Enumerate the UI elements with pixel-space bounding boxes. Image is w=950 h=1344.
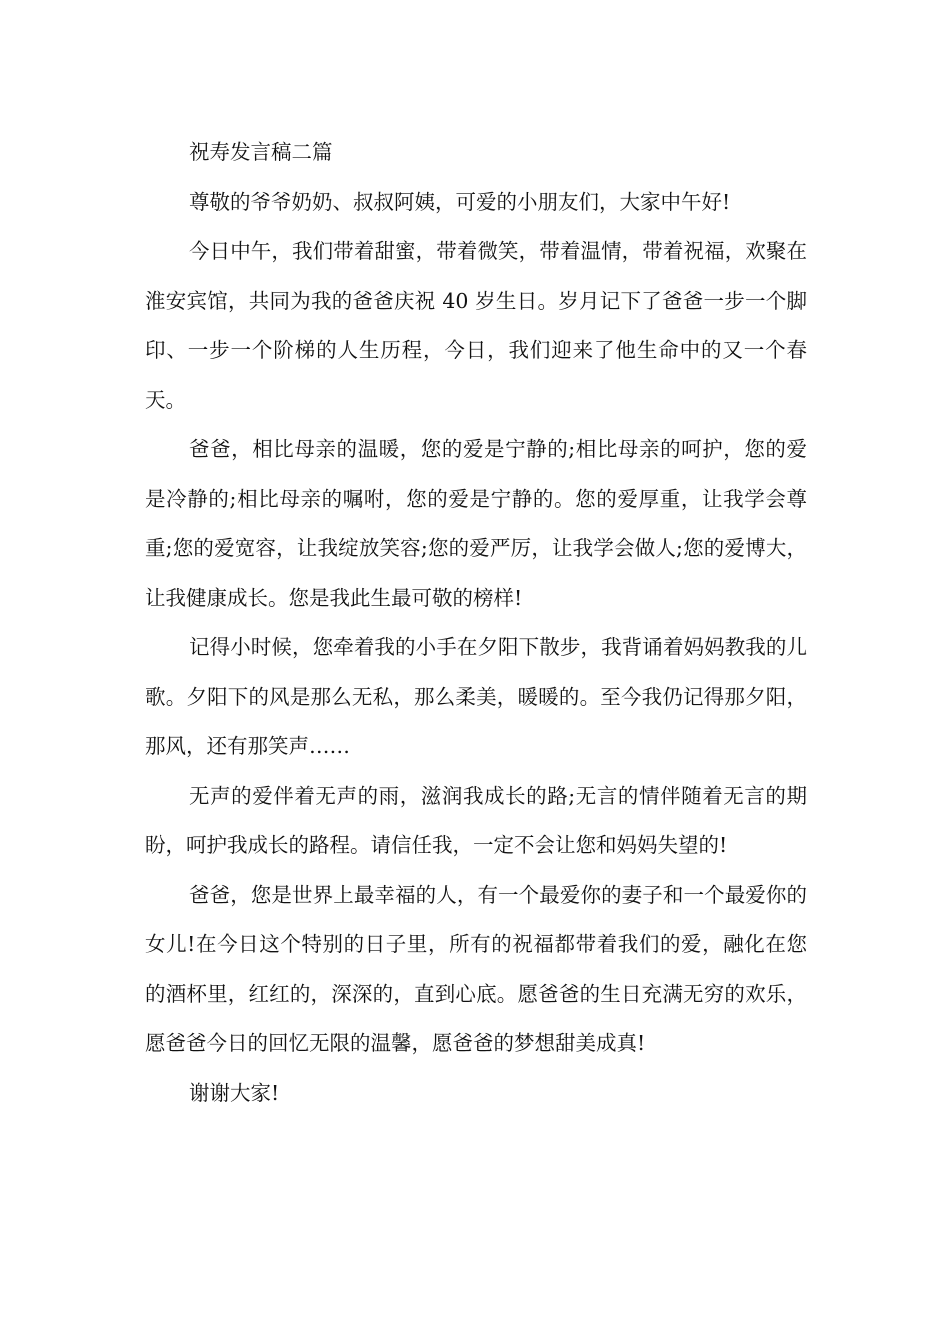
body-paragraph: 今日中午，我们带着甜蜜，带着微笑，带着温情，带着祝福，欢聚在淮安宾馆，共同为我的爸爸庆祝 40 岁生日。岁月记下了爸爸一步一个脚印、一步一个阶梯的人生历程，今日，我们迎来了他生命中的又一个春天。 [145,239,807,412]
body-paragraph: 爸爸，相比母亲的温暖，您的爱是宁静的;相比母亲的呵护，您的爱是冷静的;相比母亲的嘱咐，您的爱是宁静的。您的爱厚重，让我学会尊重;您的爱宽容，让我绽放笑容;您的爱严厉，让我学会做人;您的爱博大，让我健康成长。您是我此生最可敬的榜样! [145,437,807,610]
body-paragraph: 无声的爱伴着无声的雨，滋润我成长的路;无言的情伴随着无言的期盼，呵护我成长的路程。请信任我，一定不会让您和妈妈失望的! [145,783,807,857]
body-paragraph: 爸爸，您是世界上最幸福的人，有一个最爱你的妻子和一个最爱你的女儿!在今日这个特别的日子里，所有的祝福都带着我们的爱，融化在您的酒杯里，红红的，深深的，直到心底。愿爸爸的生日充满无穷的欢乐，愿爸爸今日的回忆无限的温馨，愿爸爸的梦想甜美成真! [145,882,807,1055]
document-title: 祝寿发言稿二篇 [189,140,333,164]
closing-paragraph: 谢谢大家! [189,1080,280,1105]
body-paragraph: 记得小时候，您牵着我的小手在夕阳下散步，我背诵着妈妈教我的儿歌。夕阳下的风是那么无私，那么柔美，暖暖的。至今我仍记得那夕阳，那风，还有那笑声…… [145,635,807,758]
document-body [145,128,807,1118]
greeting-paragraph: 尊敬的爷爷奶奶、叔叔阿姨，可爱的小朋友们，大家中午好! [189,189,731,214]
